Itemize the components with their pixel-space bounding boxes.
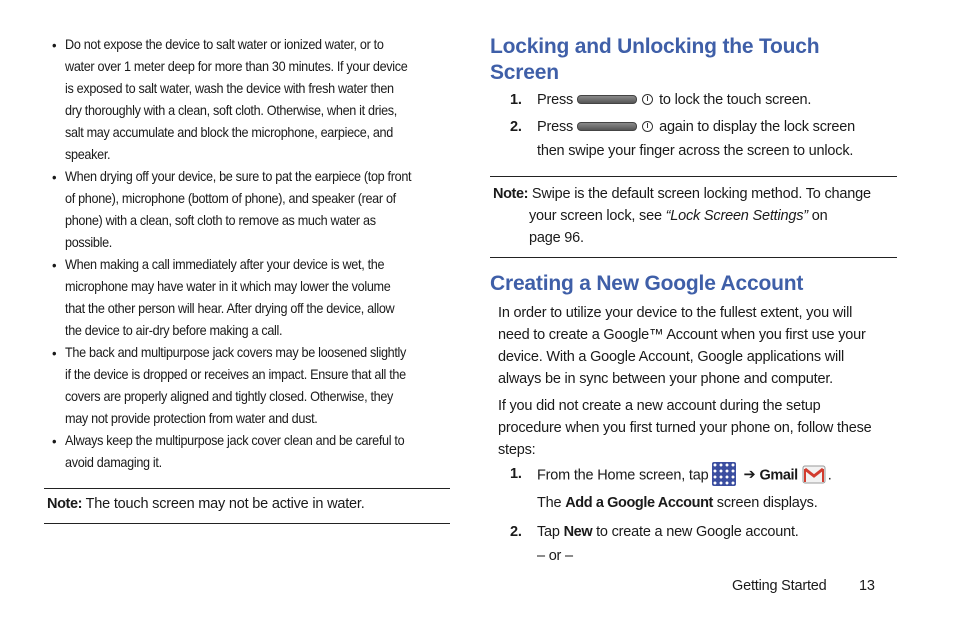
setup-paragraph: If you did not create a new account during the setup procedure when you first turned your phone on, follow these steps:	[498, 398, 872, 458]
lock-note-box	[490, 176, 897, 258]
note-text: Note: The touch screen may not be active in water.	[47, 496, 365, 512]
water-note-box	[44, 488, 450, 524]
section-heading-locking: Locking and Unlocking the Touch Screen	[490, 35, 820, 84]
section-heading-google-account: Creating a New Google Account	[490, 272, 804, 295]
power-key-icon	[642, 94, 653, 105]
list-item: • When making a call immediately after your device is wet, the microphone may have water in it which may lower the volume that the other person will hear. After drying off the device, allow the device to air-dry before making a call.	[52, 254, 461, 342]
list-item: • When drying off your device, be sure to pat the earpiece (top front of phone), microphone (bottom of phone), and speaker (rear of phone) with a clean, soft cloth to remove as much water as possible.	[52, 166, 461, 254]
footer-section-label: Getting Started	[732, 578, 827, 594]
intro-paragraph: In order to utilize your device to the fullest extent, you will need to create a Google™ Account when you first use your device. With a Google Account, Google applications will always be in sync between your phone and computer.	[498, 305, 866, 387]
page-number: 13	[859, 578, 875, 594]
water-precautions-list	[52, 34, 450, 474]
note-label: Note:	[493, 186, 529, 202]
lock-screen-settings-reference[interactable]: “Lock Screen Settings”	[665, 208, 808, 224]
list-item: • Always keep the multipurpose jack cover clean and be careful to avoid damaging it.	[52, 430, 461, 474]
power-key-graphic	[577, 95, 637, 104]
power-key-icon	[642, 121, 653, 132]
arrow-right-icon: ➔	[743, 467, 756, 484]
or-separator: – or –	[537, 548, 573, 564]
power-key-graphic	[577, 122, 637, 131]
apps-grid-icon	[712, 462, 736, 486]
note-text: Note: Swipe is the default screen locking method. To change your screen lock, see “Lock Screen Settings” on page 96.	[493, 186, 871, 246]
list-item: • Do not expose the device to salt water or ionized water, or to water over 1 meter deep for more than 30 minutes. If your device is exposed to salt water, wash the device with fresh water then dry thoroughly with a clean, soft cloth. Otherwise, when it dries, salt may accumulate and block the microphone, earpiece, and speaker.	[52, 34, 461, 166]
list-item: • The back and multipurpose jack covers may be loosened slightly if the device is dropped or receives an impact. Ensure that all the covers are properly aligned and tightly closed. Otherwise, they may not provide protection from water and dust.	[52, 342, 461, 430]
gmail-icon	[802, 463, 826, 485]
note-label: Note:	[47, 496, 83, 512]
